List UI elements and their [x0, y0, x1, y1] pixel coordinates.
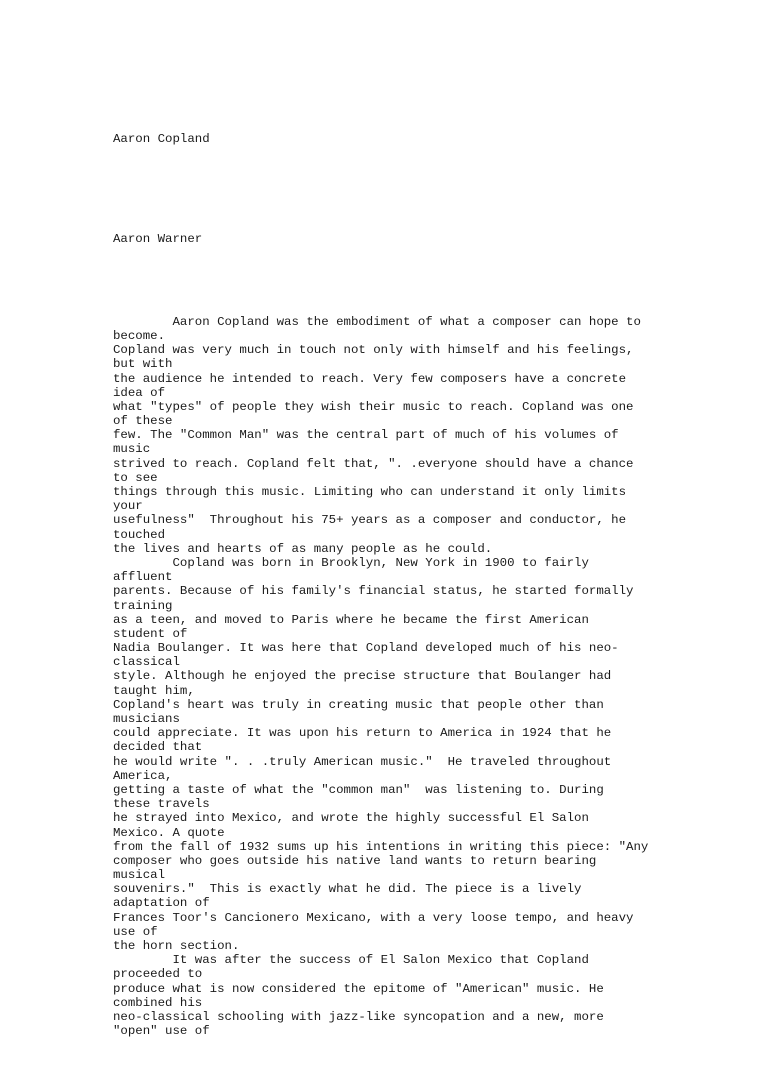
- text-line: what "types" of people they wish their music to reach. Copland was one: [113, 399, 634, 414]
- text-line: America,: [113, 768, 173, 783]
- text-line: style. Although he enjoyed the precise structure that Boulanger had: [113, 669, 612, 684]
- text-line: combined his: [113, 995, 203, 1010]
- text-line: from the fall of 1932 sums up his intentions in writing this piece: "Any: [113, 839, 649, 854]
- text-line: become.: [113, 328, 166, 343]
- text-line: he would write ". . .truly American music." He traveled throughout: [113, 754, 612, 769]
- spacer: [113, 274, 763, 286]
- text-line: idea of: [113, 385, 166, 400]
- text-line: your: [113, 499, 143, 514]
- text-line: parents. Because of his family's financial status, he started formally: [113, 584, 634, 599]
- text-line: these travels: [113, 797, 210, 812]
- text-line: training: [113, 598, 173, 613]
- text-line: he strayed into Mexico, and wrote the highly successful El Salon: [113, 811, 589, 826]
- text-line: classical: [113, 655, 180, 670]
- text-line: Copland's heart was truly in creating music that people other than: [113, 697, 604, 712]
- text-line: music: [113, 442, 151, 457]
- text-line: few. The "Common Man" was the central part of much of his volumes of: [113, 428, 619, 443]
- text-line: student of: [113, 626, 188, 641]
- text-line: to see: [113, 470, 158, 485]
- text-line: but with: [113, 357, 173, 372]
- text-line: musicians: [113, 712, 180, 727]
- text-line: Copland was born in Brooklyn, New York in 1900 to fairly: [113, 555, 589, 570]
- text-line: Nadia Boulanger. It was here that Copland developed much of his neo-: [113, 641, 619, 656]
- document-title: Aaron Copland: [113, 132, 210, 147]
- text-line: Frances Toor's Cancionero Mexicano, with a very loose tempo, and heavy: [113, 910, 634, 925]
- text-line: affluent: [113, 570, 173, 585]
- text-line: strived to reach. Copland felt that, ". .everyone should have a chance: [113, 456, 634, 471]
- text-line: the lives and hearts of as many people as he could.: [113, 541, 493, 556]
- text-line: produce what is now considered the epitome of "American" music. He: [113, 981, 604, 996]
- text-line: the audience he intended to reach. Very few composers have a concrete: [113, 371, 627, 386]
- text-line: getting a taste of what the "common man" was listening to. During: [113, 782, 604, 797]
- text-line: touched: [113, 527, 166, 542]
- text-line: taught him,: [113, 683, 195, 698]
- text-line: souvenirs." This is exactly what he did. The piece is a lively: [113, 882, 582, 897]
- text-line: musical: [113, 868, 166, 883]
- text-line: It was after the success of El Salon Mexico that Copland: [113, 953, 589, 968]
- text-line: as a teen, and moved to Paris where he became the first American: [113, 612, 589, 627]
- text-line: could appreciate. It was upon his return to America in 1924 that he: [113, 726, 612, 741]
- text-line: Mexico. A quote: [113, 825, 225, 840]
- text-line: Aaron Copland was the embodiment of what a composer can hope to: [113, 314, 641, 329]
- text-line: proceeded to: [113, 967, 203, 982]
- document-text: [113, 315, 763, 1039]
- text-line: decided that: [113, 740, 203, 755]
- text-line: "open" use of: [113, 1024, 210, 1039]
- spacer: [113, 175, 763, 203]
- document-body: [113, 104, 763, 1067]
- text-line: neo-classical schooling with jazz-like syncopation and a new, more: [113, 1009, 604, 1024]
- document-author: Aaron Warner: [113, 231, 203, 246]
- text-line: adaptation of: [113, 896, 210, 911]
- text-line: things through this music. Limiting who can understand it only limits: [113, 485, 627, 500]
- text-line: of these: [113, 414, 173, 429]
- text-line: usefulness" Throughout his 75+ years as a composer and conductor, he: [113, 513, 627, 528]
- text-line: the horn section.: [113, 939, 240, 954]
- text-line: composer who goes outside his native land wants to return bearing: [113, 853, 597, 868]
- text-line: Copland was very much in touch not only with himself and his feelings,: [113, 343, 634, 358]
- text-line: use of: [113, 924, 158, 939]
